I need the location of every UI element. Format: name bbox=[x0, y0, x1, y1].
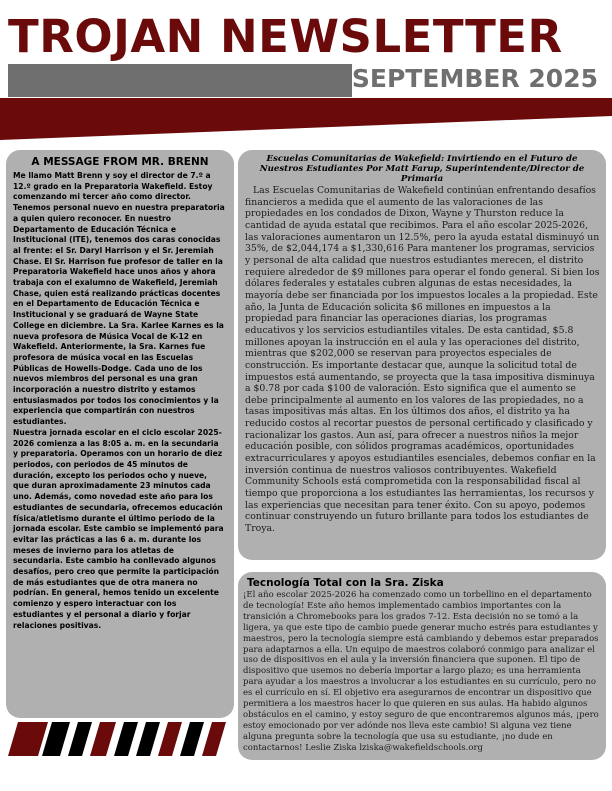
community-article-body: Las Escuelas Comunitarias de Wakefield continúan enfrentando desafíos financieros a medida que el aumento de las valoraciones de las propiedades en los condados de Dixon, Wayne y Thurston reduce la cantidad de ayuda estatal que recibimos. Para el año escolar 2025-2026, las valoraciones aumentaron un 12.5%, pero la ayuda estatal disminuyó un 35%, de $2,044,174 a $1,330,616 Para mantener los programas, servicios y personal de alta calidad que nuestros estudiantes merecen, el distrito requiere alrededor de $9 millones para operar el fondo general. Si bien los dólares federales y estatales cubren algunas de estas necesidades, la mayoría debe ser financiada por los impuestos locales a la propiedad. Este año, la Junta de Educación solicita $6 millones en impuestos a la propiedad para financiar las operaciones diarias, los programas educativos y los servicios estudiantiles vitales. De esta cantidad, $5.8 millones apoyan la instrucción en el aula y las operaciones del distrito, mientras que $202,000 se reservan para proyectos especiales de construcción. Es importante destacar que, aunque la solicitud total de impuestos está aumentando, se proyecta que la tasa impositiva disminuya a $0.78 por cada $100 de valoración. Esto significa que el aumento se debe principalmente al aumento en los valores de las propiedades, no a tasas impositivas más altas. En los últimos dos años, el distrito ya ha reducido costos al recortar puestos de personal certificado y clasificado y racionalizar los gastos. Aun así, para ofrecer a nuestros niños la mejor educación posible, con sólidos programas académicos, oportunidades extracurriculares y apoyos estudiantiles esenciales, debemos confiar en la inversión continua de nuestros valiosos contribuyentes. Wakefield Community Schools está comprometida con la responsabilidad fiscal al tiempo que proporciona a los estudiantes las herramientas, los recursos y las experiencias que necesitan para tener éxito. Con su apoyo, podemos continuar construyendo un futuro brillante para todos los estudiantes de Troya. bbox=[245, 185, 600, 535]
newsletter-title: TROJAN NEWSLETTER bbox=[8, 10, 563, 63]
community-article-box bbox=[238, 150, 606, 560]
technology-article-box bbox=[238, 572, 606, 760]
issue-month: SEPTEMBER 2025 bbox=[351, 64, 598, 93]
header-red-band bbox=[0, 98, 612, 140]
principal-message-text bbox=[6, 171, 234, 631]
community-article-headline: Escuelas Comunitarias de Wakefield: Invirtiendo en el Futuro de Nuestros Estudiantes Por Matt Farup, Superintendente/Director de Primaria bbox=[259, 154, 585, 184]
technology-article-title: Tecnología Total con la Sra. Ziska bbox=[247, 577, 444, 589]
header-gray-bar bbox=[8, 64, 352, 97]
technology-article-body: ¡El año escolar 2025-2026 ha comenzado como un torbellino en el departamento de tecnología! Este año hemos implementado cambios importantes con la transición a Chromebooks para los grados 7-12. Esta decisión no se tomó a la ligera, ya que este tipo de cambio puede generar mucho estrés para estudiantes y maestros, pero la tecnología siempre está cambiando y debemos estar preparados para adaptarnos a ella. Un equipo de maestros colaboró conmigo para analizar el uso de dispositivos en el aula y la inversión financiera que suponen. El tipo de dispositivo que usemos no debería importar a largo plazo; es una herramienta para ayudar a los maestros a involucrar a los estudiantes en su currículo, pero no es el currículo en sí. El objetivo era asegurarnos de encontrar un dispositivo que permitiera a los maestros hacer lo que quieren en sus aulas. Ha habido algunos obstáculos en el camino, y estoy seguro de que encontraremos algunos más, ¡pero estoy emocionado por ver adónde nos lleva este cambio! Si alguna vez tiene alguna pregunta sobre la tecnología que usa su estudiante, ¡no dude en contactarnos! Leslie Ziska lziska@wakefieldschools.org bbox=[243, 590, 599, 753]
principal-message-box bbox=[6, 150, 234, 718]
principal-paragraph-1: Me llamo Matt Brenn y soy el director de 7.º a 12.º grado en la Preparatoria Wakefield. Estoy comenzando mi tercer año como director. Tenemos personal nuevo en nuestra preparatoria a quien quiero reconocer. En nuestro Departamento de Educación Técnica e Institucional (ITE), tenemos dos caras conocidas al frente: el Sr. Daryl Harrison y el Sr. Jeremiah Chase. El Sr. Harrison fue profesor de taller en la Preparatoria Wakefield hace unos años y ahora trabaja con el exalumno de Wakefield, Jeremiah Chase, quien está realizando prácticas docentes en el Departamento de Educación Técnica e Institucional y se graduará de Wayne State College en diciembre. La Sra. Karlee Karnes es la nueva profesora de Música Vocal de K-12 en Wakefield. Anteriormente, la Sra. Karnes fue profesora de música vocal en las Escuelas Públicas de Howells-Dodge. Cada uno de los nuevos miembros del personal es una gran incorporación a nuestro distrito y estamos entusiasmados por todos los conocimientos y la experiencia que compartirán con nuestros estudiantes. bbox=[13, 171, 225, 427]
decorative-stripes bbox=[8, 722, 238, 756]
principal-paragraph-2: Nuestra jornada escolar en el ciclo escolar 2025-2026 comienza a las 8:05 a. m. en la secundaria y preparatoria. Operamos con un horario de diez periodos, con periodos de 45 minutos de duración, excepto los periodos ocho y nueve, que duran aproximadamente 23 minutos cada uno. Además, como novedad este año para los estudiantes de secundaria, ofrecemos educación física/atletismo durante el último periodo de la jornada escolar. Este cambio se implementó para evitar las prácticas a las 6 a. m. durante los meses de invierno para los atletas de secundaria. Este cambio ha conllevado algunos desafíos, pero creo que permite la participación de más estudiantes que de otra manera no podrían. En general, hemos tenido un excelente comienzo y espero interactuar con los estudiantes y el personal a diario y forjar relaciones positivas. bbox=[13, 427, 224, 630]
principal-message-title: A MESSAGE FROM MR. BRENN bbox=[31, 156, 209, 168]
